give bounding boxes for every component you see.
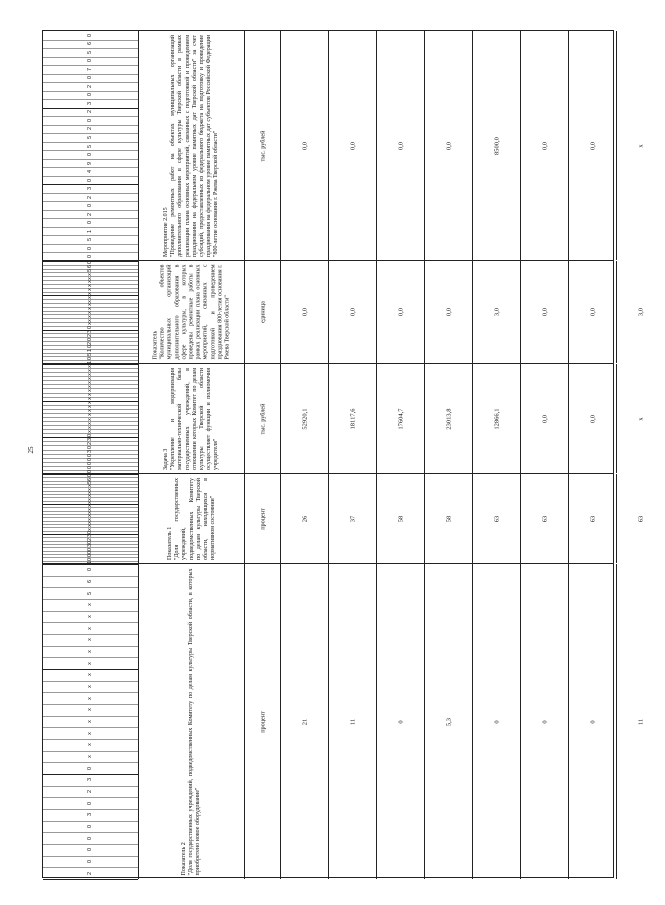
code-glyph: x	[87, 368, 93, 372]
value-cell	[281, 31, 329, 260]
code-glyph: 3	[87, 778, 93, 782]
value-cell	[521, 364, 569, 473]
code-char	[43, 728, 138, 739]
code-glyph: 0	[87, 337, 93, 341]
value-cell	[377, 364, 425, 473]
code-glyph: 5	[87, 50, 93, 54]
code-glyph: 0	[87, 462, 93, 466]
value-cell	[329, 31, 377, 260]
value-text: 17604,7	[397, 407, 404, 430]
code-glyph: 2	[87, 871, 93, 875]
code-char	[43, 704, 138, 715]
code-char	[43, 833, 138, 844]
value-cell	[281, 261, 329, 363]
code-glyph: 0	[87, 547, 93, 551]
code-glyph: x	[87, 731, 93, 735]
value-cell	[569, 31, 617, 260]
code-glyph: 7	[87, 67, 93, 71]
code-glyph: 5	[87, 144, 93, 148]
code-char	[43, 868, 138, 879]
code-glyph: x	[87, 303, 93, 307]
code-glyph: x	[87, 272, 93, 276]
unit-cell	[245, 474, 281, 563]
value-text: 21	[301, 718, 308, 725]
code-glyph: x	[87, 650, 93, 653]
code-char	[43, 716, 138, 727]
value-text: 0	[493, 719, 500, 724]
code-glyph: x	[87, 385, 93, 388]
value-text: x	[637, 143, 645, 148]
code-char	[43, 681, 138, 692]
code-glyph: 6	[87, 265, 93, 269]
code-glyph: x	[87, 284, 93, 288]
code-glyph: x	[87, 673, 93, 677]
code-glyph: x	[87, 510, 93, 514]
code-char	[43, 658, 138, 669]
code-glyph: 2	[87, 84, 93, 88]
unit-cell	[245, 364, 281, 473]
code-glyph: 4	[87, 170, 93, 174]
code-char	[43, 739, 138, 750]
code-column	[43, 31, 139, 260]
code-glyph: x	[87, 413, 93, 417]
code-glyph: x	[87, 514, 93, 518]
code-char	[43, 774, 138, 785]
table-row	[43, 261, 645, 364]
code-column	[43, 261, 139, 363]
unit-cell	[245, 564, 281, 879]
code-glyph: x	[87, 307, 93, 311]
description-text: Мероприятие 2.015 "Проведение ремонтных работ на объектах муниципальных организаций дополнительного образования в сфере культуры Тверской области в рамках реализации плана основных мероприятий, связанных с подготовкой и проведением празднования на федеральном уровне памятных дат Тверской области" за счет субсидий, предоставленных из федерального бюджета на подготовку и проведение празднования на федеральном уровне памятных дат субъектов Российской Федерации "800-летие основания г. Ржева Тверской области"	[162, 34, 220, 257]
code-glyph: x	[87, 520, 93, 524]
code-glyph: 0	[87, 458, 93, 462]
code-glyph: 0	[87, 801, 93, 805]
value-cell	[473, 474, 521, 563]
value-text: 11	[637, 718, 645, 725]
code-glyph: 5	[87, 269, 93, 273]
value-text: 0,0	[589, 414, 596, 423]
value-text: 0,0	[445, 141, 452, 150]
code-glyph: 0	[87, 766, 93, 770]
code-glyph: x	[87, 517, 93, 521]
code-glyph: 0	[87, 554, 93, 558]
code-glyph: 0	[87, 470, 93, 474]
value-text: 5,3	[445, 717, 452, 726]
table-row	[43, 564, 645, 879]
code-column	[43, 474, 139, 563]
code-glyph: x	[87, 661, 93, 665]
code-glyph: 0	[87, 261, 93, 265]
code-char	[43, 763, 138, 774]
code-glyph: 0	[87, 246, 93, 250]
code-glyph: 2	[87, 441, 93, 445]
value-text: 0,0	[349, 307, 356, 317]
value-cell	[617, 474, 665, 563]
code-glyph: x	[87, 314, 93, 318]
value-text: 0,0	[301, 141, 308, 150]
value-text: 3,0	[493, 307, 500, 317]
code-glyph: x	[87, 527, 93, 531]
value-cell	[425, 564, 473, 879]
code-glyph: 2	[87, 110, 93, 114]
value-cell	[377, 474, 425, 563]
code-glyph: 0	[87, 204, 93, 208]
code-glyph: 5	[87, 135, 93, 139]
code-char	[43, 844, 138, 855]
value-text: 0,0	[349, 141, 356, 150]
value-text: 0	[541, 719, 548, 724]
code-glyph: x	[87, 372, 93, 376]
code-char	[43, 588, 138, 599]
code-glyph: x	[87, 421, 93, 425]
code-glyph: 2	[87, 537, 93, 541]
code-char	[43, 798, 138, 809]
value-cell	[281, 564, 329, 879]
code-glyph: 3	[87, 437, 93, 441]
code-glyph: x	[87, 393, 93, 396]
code-char	[43, 693, 138, 704]
code-glyph: x	[87, 638, 93, 642]
value-cell	[569, 364, 617, 473]
code-glyph: x	[87, 626, 93, 630]
code-glyph: 0	[87, 221, 93, 225]
code-glyph: 2	[87, 127, 93, 131]
value-cell	[377, 261, 425, 363]
code-glyph: 9	[87, 161, 93, 165]
code-glyph: x	[87, 401, 93, 405]
code-glyph: 0	[87, 76, 93, 80]
table-row	[43, 364, 645, 474]
code-glyph: x	[87, 743, 93, 747]
code-glyph: x	[87, 380, 93, 384]
code-glyph: x	[87, 484, 93, 488]
code-glyph: 1	[87, 349, 93, 353]
code-glyph: x	[87, 299, 93, 303]
code-glyph: x	[87, 497, 93, 501]
code-glyph: x	[87, 615, 93, 618]
code-glyph: 0	[87, 433, 93, 437]
code-char	[43, 821, 138, 832]
description-text: Показатель "Количество объектов муниципальных организаций дополнительного образования в сфере культуры, в которых проведены ремонтные работы в рамках реализации плана основных мероприятий, связанных с подготовкой и проведением празднования 800-летия основания г. Ржева Тверской области"	[151, 264, 230, 360]
value-cell	[617, 31, 665, 260]
code-glyph: x	[87, 318, 93, 322]
code-char	[43, 623, 138, 634]
value-cell	[473, 31, 521, 260]
value-text: 0,0	[397, 307, 404, 317]
code-glyph: x	[87, 397, 93, 400]
value-cell	[473, 261, 521, 363]
code-glyph: 6	[87, 579, 93, 584]
code-char	[43, 564, 138, 575]
code-glyph: x	[87, 311, 93, 314]
value-cell	[329, 261, 377, 363]
description-cell	[139, 474, 245, 563]
value-text: 0	[397, 719, 404, 724]
value-cell	[617, 261, 665, 363]
code-char	[43, 646, 138, 657]
value-text: 26	[301, 515, 308, 522]
value-cell	[521, 474, 569, 563]
value-text: 58	[445, 515, 452, 522]
description-text: Показатель 1 "Доля государственных учреждений, подведомственных Комитету по делам культуры Тверской области, находящихся в нормативном состоянии"	[166, 477, 216, 560]
value-cell	[521, 564, 569, 879]
code-glyph: 2	[87, 195, 93, 199]
unit-text: тыс. рублей	[259, 403, 266, 434]
description-cell	[139, 564, 245, 879]
value-text: 12866,1	[493, 407, 500, 430]
code-glyph: 0	[87, 530, 93, 534]
description-text: Задача 3 "Укрепление и модернизация материально-технической базы государственных учреждений, в отношении которых Комитет по делам культуры Тверской области осуществляет функции и полномочия учредителя"	[162, 367, 220, 470]
code-glyph: 0	[87, 152, 93, 157]
code-glyph: 0	[87, 550, 93, 554]
code-glyph: x	[87, 685, 93, 688]
value-text: 37	[349, 515, 356, 522]
code-char	[43, 751, 138, 762]
value-cell	[425, 31, 473, 260]
table-row	[43, 474, 645, 564]
code-glyph: 0	[87, 33, 93, 37]
code-glyph: 0	[87, 356, 93, 360]
unit-text: процент	[259, 710, 266, 733]
value-text: 63	[589, 515, 596, 522]
unit-text: процент	[259, 507, 266, 530]
value-text: 0,0	[589, 307, 596, 317]
value-cell	[281, 474, 329, 563]
code-glyph: 3	[87, 813, 93, 817]
code-char	[43, 786, 138, 797]
code-glyph: 0	[87, 836, 93, 840]
code-glyph: x	[87, 417, 93, 421]
value-cell	[329, 564, 377, 879]
value-cell	[281, 364, 329, 473]
code-glyph: x	[87, 276, 93, 280]
value-text: 58	[397, 515, 404, 522]
code-char	[43, 576, 138, 587]
code-glyph: 3	[87, 330, 93, 334]
code-char	[43, 634, 138, 645]
code-glyph: 0	[87, 540, 93, 544]
description-text: Показатель 2 "Доля государственных учреждений, подведомственных Комитету по делам культуры Тверской области, в которых приобретено новое оборудование"	[180, 568, 202, 875]
code-glyph: 0	[87, 474, 93, 478]
value-text: 52920,1	[301, 407, 308, 430]
value-cell	[473, 564, 521, 879]
code-glyph: 5	[87, 352, 93, 356]
code-glyph: 0	[87, 326, 93, 330]
code-glyph: 1	[87, 560, 93, 564]
code-glyph: 1	[87, 229, 93, 233]
code-glyph: 2	[87, 333, 93, 337]
value-text: x	[637, 416, 645, 421]
code-glyph: x	[87, 487, 93, 491]
value-cell	[569, 261, 617, 363]
code-glyph: 3	[87, 534, 93, 538]
value-text: 0,0	[397, 141, 404, 150]
budget-table	[42, 30, 645, 878]
code-glyph: 5	[87, 238, 93, 242]
code-glyph: x	[87, 288, 93, 291]
code-glyph: 0	[87, 454, 93, 458]
code-glyph: 0	[87, 466, 93, 470]
value-cell	[569, 474, 617, 563]
value-cell	[617, 364, 665, 473]
code-glyph: x	[87, 494, 93, 498]
code-glyph: x	[87, 524, 93, 528]
code-glyph: x	[87, 720, 93, 723]
code-glyph: x	[87, 500, 93, 504]
code-glyph: 1	[87, 360, 93, 364]
code-glyph: 0	[87, 255, 93, 259]
description-cell	[139, 261, 245, 363]
value-cell	[617, 564, 665, 879]
code-glyph: x	[87, 295, 93, 299]
value-cell	[521, 261, 569, 363]
unit-cell	[245, 261, 281, 363]
code-glyph: 3	[87, 544, 93, 548]
code-glyph: 2	[87, 789, 93, 794]
code-glyph: x	[87, 507, 93, 511]
value-text: 8500,0	[493, 136, 500, 155]
code-glyph: x	[87, 292, 93, 295]
value-text: 63	[541, 515, 548, 522]
value-cell	[569, 564, 617, 879]
code-glyph: 5	[87, 591, 93, 595]
value-cell	[425, 261, 473, 363]
page-number: 25	[27, 446, 35, 454]
code-glyph: x	[87, 280, 93, 284]
value-cell	[425, 364, 473, 473]
code-glyph: x	[87, 409, 93, 413]
code-char	[43, 599, 138, 610]
code-glyph: x	[87, 708, 93, 712]
description-cell	[139, 364, 245, 473]
code-glyph: x	[87, 490, 93, 494]
code-char	[43, 809, 138, 820]
value-cell	[329, 474, 377, 563]
description-cell	[139, 31, 245, 260]
code-glyph: x	[87, 755, 93, 758]
table-row	[43, 31, 645, 261]
value-text: 0,0	[589, 141, 596, 150]
code-glyph: 2	[87, 212, 93, 216]
code-glyph: x	[87, 603, 93, 607]
unit-cell	[245, 31, 281, 260]
value-text: 3,0	[637, 307, 645, 317]
code-char	[43, 856, 138, 867]
code-column	[43, 364, 139, 473]
value-cell	[473, 364, 521, 473]
code-glyph: 0	[87, 118, 93, 122]
unit-text: единица	[259, 301, 266, 323]
value-text: 63	[637, 515, 645, 522]
value-text: 11	[349, 718, 356, 725]
code-glyph: x	[87, 389, 93, 392]
value-cell	[329, 364, 377, 473]
code-glyph: 0	[87, 859, 93, 864]
code-glyph: 0	[87, 848, 93, 852]
value-text: 0,0	[445, 307, 452, 317]
code-glyph: x	[87, 405, 93, 409]
code-glyph: 3	[87, 101, 93, 105]
value-cell	[377, 564, 425, 879]
code-glyph: x	[87, 504, 93, 508]
value-text: 18117,6	[349, 408, 356, 429]
value-text: 0,0	[541, 307, 548, 317]
code-glyph: 0	[87, 178, 93, 182]
code-glyph: x	[87, 429, 93, 433]
code-glyph: x	[87, 376, 93, 380]
code-glyph: 0	[87, 824, 93, 829]
code-glyph: x	[87, 425, 93, 429]
code-glyph: 0	[87, 445, 93, 450]
code-glyph: 0	[87, 568, 93, 572]
code-glyph: 0	[87, 93, 93, 97]
code-column	[43, 564, 139, 879]
code-glyph: x	[87, 364, 93, 368]
value-text: 0	[589, 719, 596, 724]
value-text: 0,0	[541, 141, 548, 150]
code-char	[43, 611, 138, 622]
value-text: 23013,8	[445, 407, 452, 430]
value-text: 0,0	[541, 414, 548, 423]
code-glyph: 0	[87, 557, 93, 561]
value-text: 0,0	[301, 307, 308, 317]
code-glyph: 3	[87, 187, 93, 191]
code-glyph: 2	[87, 341, 93, 345]
value-text: 63	[493, 515, 500, 522]
code-glyph: 6	[87, 42, 93, 46]
code-glyph: 0	[87, 59, 93, 63]
code-glyph: 3	[87, 450, 93, 454]
code-glyph: 0	[87, 345, 93, 349]
value-cell	[521, 31, 569, 260]
code-glyph: x	[87, 696, 93, 700]
value-cell	[377, 31, 425, 260]
unit-text: тыс. рублей	[259, 130, 266, 161]
code-glyph: 6	[87, 477, 93, 481]
code-glyph: x	[87, 322, 93, 326]
code-char	[43, 669, 138, 680]
code-glyph: 5	[87, 480, 93, 484]
value-cell	[425, 474, 473, 563]
